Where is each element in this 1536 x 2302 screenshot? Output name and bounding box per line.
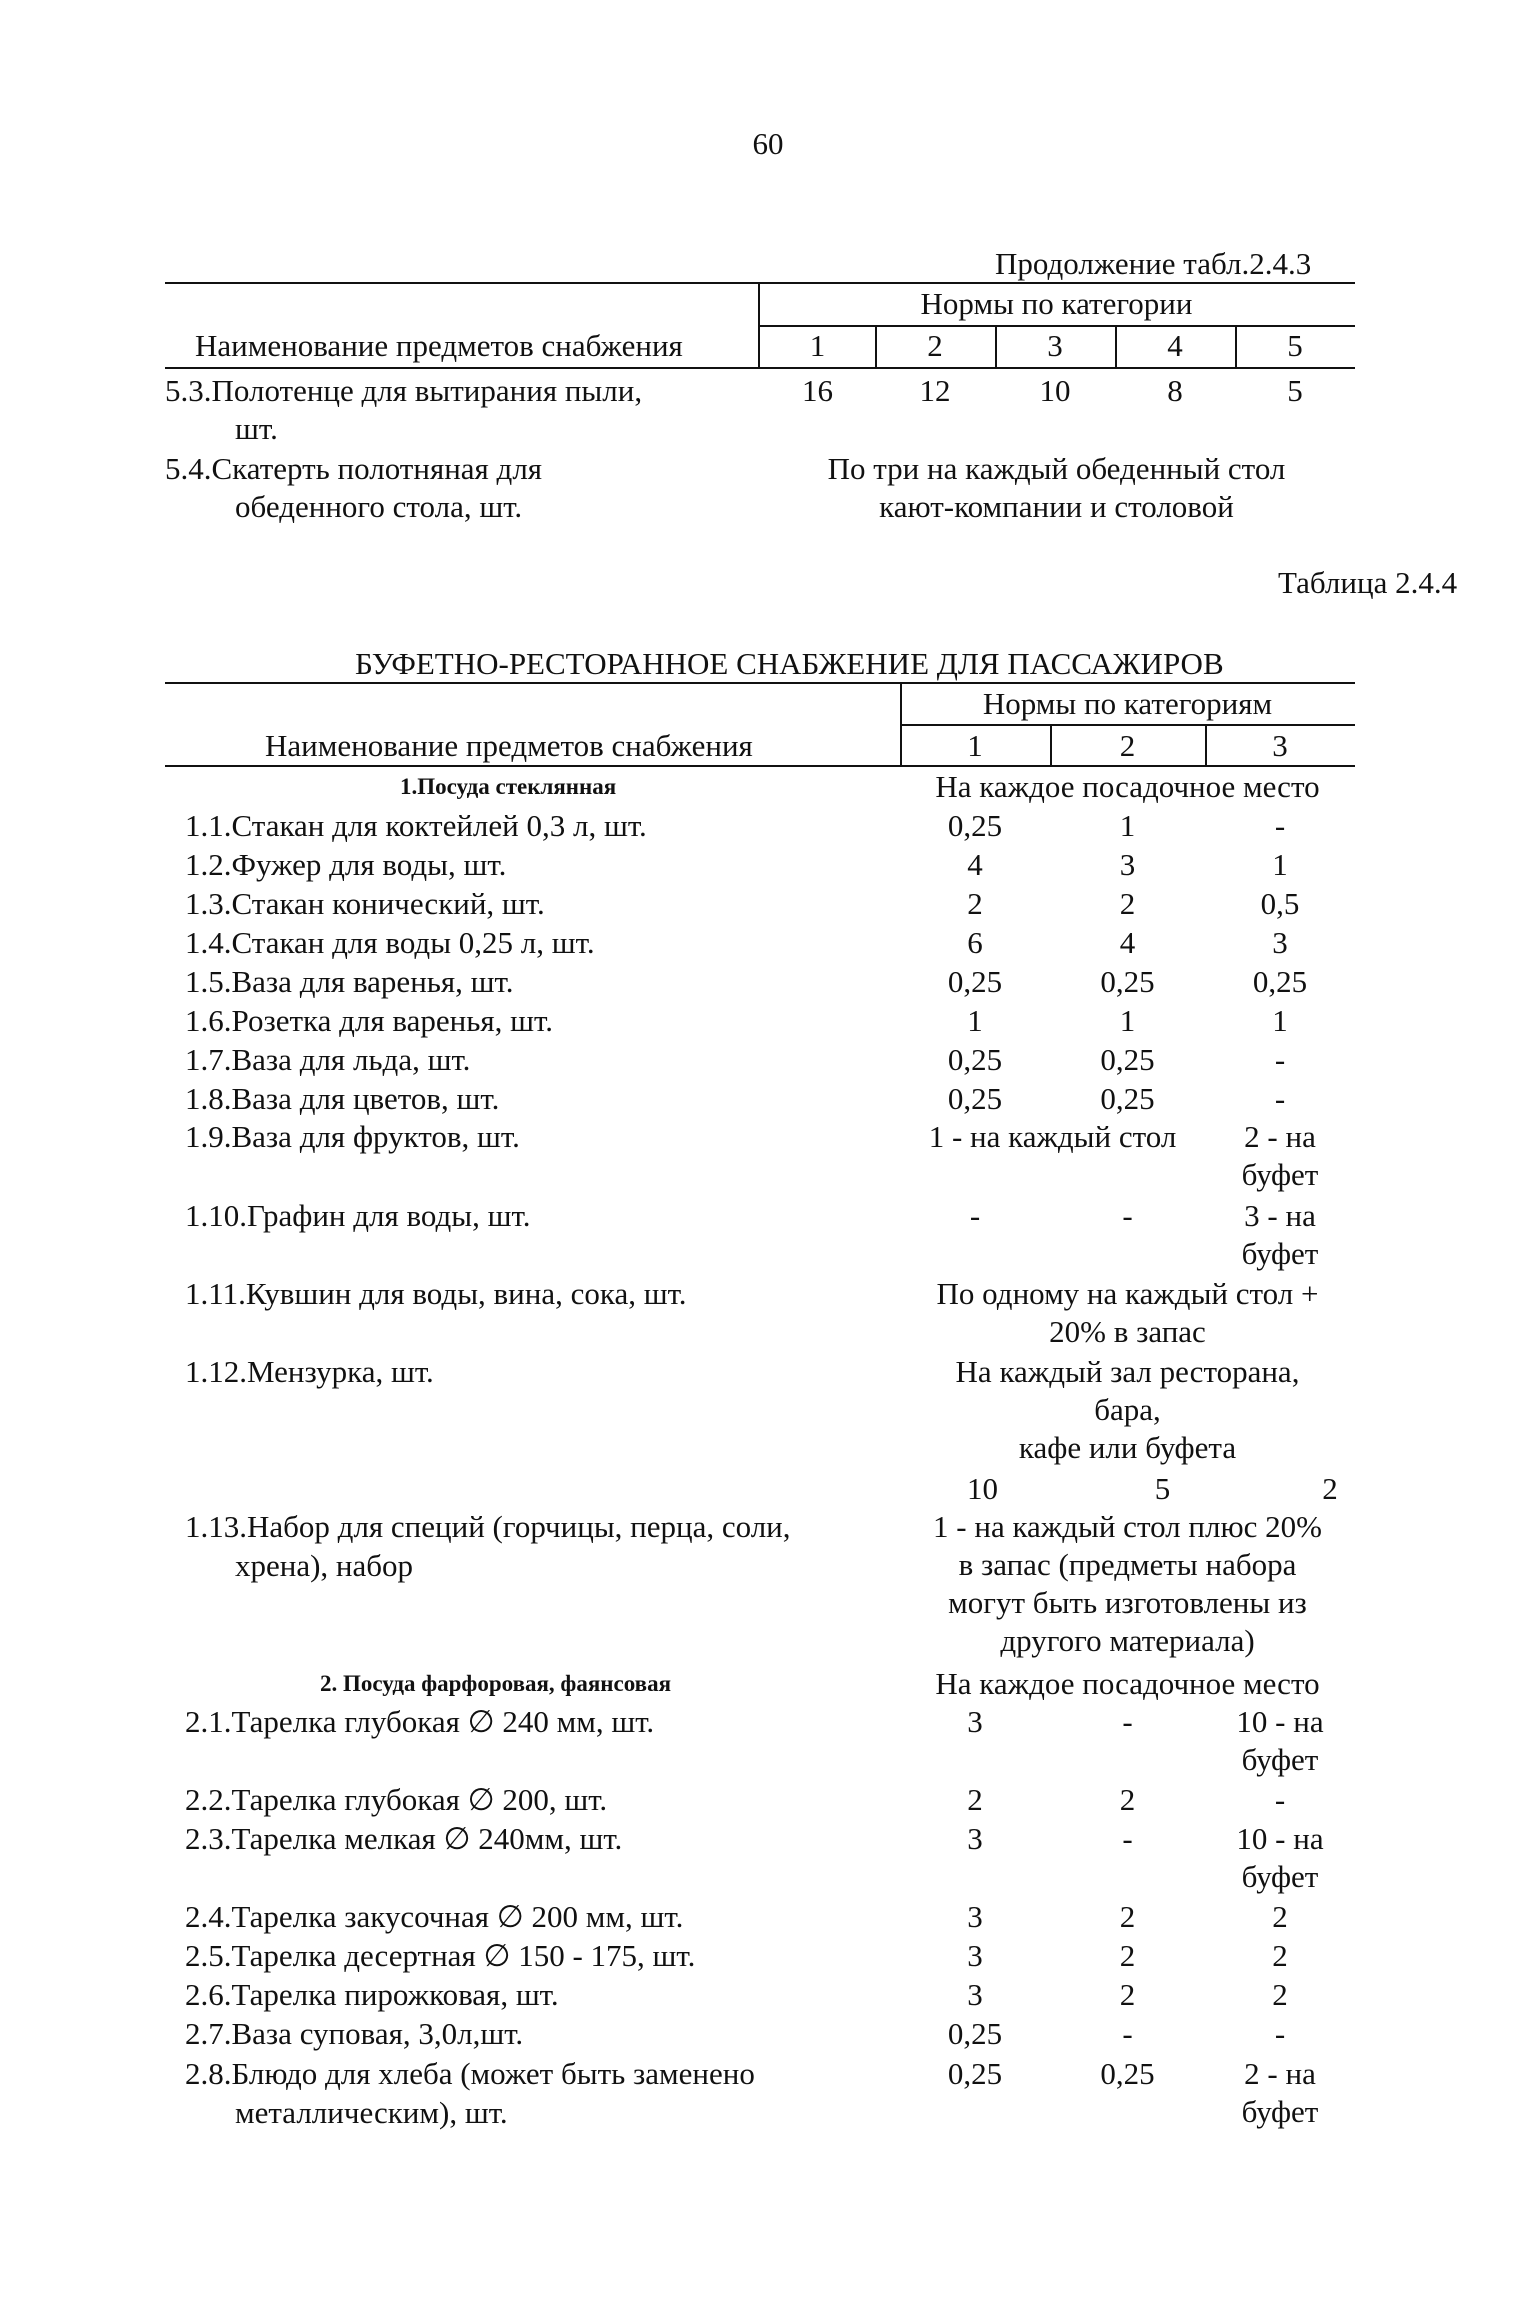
value-cat3: 10 (1039, 373, 1071, 408)
row-name-cont: хрена), набор (235, 1548, 414, 1583)
value-cat1: 10 (967, 1471, 998, 1506)
value-cat3: 2 (1272, 1899, 1288, 1934)
value-cat1: 2 (967, 1782, 983, 1817)
span-line: По одному на каждый стол + (936, 1276, 1319, 1311)
row-name: 1.5.Ваза для варенья, шт. (185, 964, 514, 999)
value-cat1: 0,25 (947, 1081, 1003, 1116)
row-name: 1.12.Мензурка, шт. (185, 1354, 434, 1389)
table1-cat-3: 3 (1047, 328, 1063, 363)
value-cat3 (1205, 1703, 1355, 1779)
value-cat3 (1205, 1118, 1355, 1194)
span-line: По три на каждый обеденный стол (827, 451, 1286, 486)
value-cat3: 0,25 (1252, 964, 1308, 999)
value-cat1: 2 (967, 886, 983, 921)
span-line: кают-компании и столовой (879, 489, 1234, 524)
row-name: 1.7.Ваза для льда, шт. (185, 1042, 471, 1077)
table1-top-rule (165, 282, 1355, 284)
row-name: 1.6.Розетка для варенья, шт. (185, 1003, 553, 1038)
row-name: 1.11.Кувшин для воды, вина, сока, шт. (185, 1276, 687, 1311)
value-cat3: - (1274, 1042, 1286, 1077)
table1-cat-5: 5 (1287, 328, 1303, 363)
span-line: бара, (1094, 1392, 1161, 1427)
row-name: 2.1.Тарелка глубокая ∅ 240 мм, шт. (185, 1704, 655, 1739)
value-cat3: - (1274, 808, 1286, 843)
table1-header-bottom-rule (165, 367, 1355, 369)
table2-header-norms: Нормы по категориям (982, 686, 1273, 721)
span-line: могут быть изготовлены из (948, 1585, 1307, 1620)
page-number: 60 (752, 126, 784, 161)
table2-title: БУФЕТНО-РЕСТОРАННОЕ СНАБЖЕНИЕ ДЛЯ ПАССАЖИРОВ (355, 646, 1224, 681)
row-name-cont: шт. (235, 411, 278, 446)
value-cat3: - (1274, 1081, 1286, 1116)
value-cat3 (1205, 1197, 1355, 1273)
value-cat2: 0,25 (1100, 1081, 1155, 1116)
value-cat2: 0,25 (1100, 1042, 1155, 1077)
row-name: 1.3.Стакан конический, шт. (185, 886, 545, 921)
row-name-cont: обеденного стола, шт. (235, 489, 523, 524)
table2-header-name: Наименование предметов снабжения (265, 728, 753, 763)
table2-norms-rule (900, 724, 1355, 726)
value-cat3: 3 (1272, 925, 1288, 960)
row-name: 1.10.Графин для воды, шт. (185, 1198, 531, 1233)
table1-cat-4: 4 (1167, 328, 1183, 363)
value-cat1: 3 (967, 1899, 983, 1934)
value-cat2: 2 (1119, 886, 1136, 921)
row-name: 1.1.Стакан для коктейлей 0,3 л, шт. (185, 808, 647, 843)
value-cat2: 0,25 (1100, 964, 1155, 999)
value-line: буфет (1241, 1742, 1319, 1777)
table2-header-bottom-rule (165, 765, 1355, 767)
table2-cat-3: 3 (1272, 728, 1288, 763)
table2-caption: Таблица 2.4.4 (1278, 565, 1458, 600)
value-cat1: 3 (967, 1821, 983, 1856)
value-cat3 (1205, 2055, 1355, 2131)
table2-cat-1: 1 (967, 728, 983, 763)
table1-caption: Продолжение табл.2.4.3 (995, 246, 1312, 281)
span-line: 1 - на каждый стол плюс 20% (933, 1509, 1322, 1544)
value-cat2: 2 (1119, 1782, 1136, 1817)
value-cat1: 0,25 (947, 2056, 1003, 2091)
value-cat2: 5 (1154, 1471, 1171, 1506)
row-name: 1.2.Фужер для воды, шт. (185, 847, 507, 882)
span-line: На каждый зал ресторана, (955, 1354, 1300, 1389)
value-cat2: - (1122, 2016, 1133, 2051)
value-cat2: 3 (1119, 847, 1136, 882)
row-name: 2.4.Тарелка закусочная ∅ 200 мм, шт. (185, 1899, 684, 1934)
value-line: 3 - на (1244, 1198, 1316, 1233)
value-line: буфет (1241, 1859, 1319, 1894)
value-cat3: - (1274, 1782, 1286, 1817)
section2-note: На каждое посадочное место (935, 1666, 1320, 1701)
value-cat2: 2 (1119, 1899, 1136, 1934)
value-cat3: 1 (1272, 847, 1288, 882)
value-line: буфет (1241, 1236, 1319, 1271)
value-line: 2 - на (1244, 1119, 1316, 1154)
value-cat1: 0,25 (947, 964, 1003, 999)
row-name-cont: металлическим), шт. (235, 2095, 508, 2130)
row-name: 1.13.Набор для специй (горчицы, перца, соли, (185, 1509, 791, 1544)
value-cat1: 4 (967, 847, 983, 882)
value-cat1: 3 (967, 1938, 983, 1973)
row-name: 5.4.Скатерть полотняная для (165, 451, 543, 486)
row-name: 1.9.Ваза для фруктов, шт. (185, 1119, 520, 1154)
row-name: 5.3.Полотенце для вытирания пыли, (165, 373, 643, 408)
value-cat2: - (1122, 1198, 1133, 1233)
value-line: буфет (1241, 1157, 1319, 1192)
value-cat3: 2 (1272, 1977, 1288, 2012)
value-cat2: 12 (919, 373, 951, 408)
value-cat2: 2 (1119, 1977, 1136, 2012)
span-line: в запас (предметы набора (958, 1547, 1297, 1582)
value-cat2: 2 (1119, 1938, 1136, 1973)
row-name: 1.8.Ваза для цветов, шт. (185, 1081, 500, 1116)
value-cat2: 1 (1119, 1003, 1136, 1038)
row-name: 1.4.Стакан для воды 0,25 л, шт. (185, 925, 595, 960)
row-name: 2.7.Ваза суповая, 3,0л,шт. (185, 2016, 524, 2051)
row-name: 2.3.Тарелка мелкая ∅ 240мм, шт. (185, 1821, 623, 1856)
value-cat3: 2 (1322, 1471, 1338, 1506)
value-cat1: 0,25 (947, 2016, 1003, 2051)
value-cat1: 0,25 (947, 1042, 1003, 1077)
table1-cat-1: 1 (809, 328, 826, 363)
span-note (758, 450, 1355, 526)
span-note (900, 1353, 1355, 1467)
value-cat1: 3 (967, 1704, 983, 1739)
span-note (900, 1508, 1355, 1660)
table1-header-name: Наименование предметов снабжения (195, 328, 683, 363)
span-note (900, 1275, 1355, 1351)
value-line: 2 - на (1244, 2056, 1316, 2091)
value-cat1: 0,25 (947, 808, 1003, 843)
value-cat3: 2 (1272, 1938, 1288, 1973)
row-name: 2.6.Тарелка пирожковая, шт. (185, 1977, 559, 2012)
span-cat1-2: 1 - на каждый стол (928, 1119, 1177, 1154)
table1-header-norms: Нормы по категории (920, 286, 1193, 321)
table2-top-rule (165, 682, 1355, 684)
value-cat1: 3 (967, 1977, 983, 2012)
value-line: 10 - на (1236, 1821, 1324, 1856)
value-cat1: 16 (802, 373, 833, 408)
row-name: 2.2.Тарелка глубокая ∅ 200, шт. (185, 1782, 608, 1817)
section1-title: 1.Посуда стеклянная (400, 774, 617, 799)
value-cat2: - (1122, 1704, 1133, 1739)
row-name: 2.5.Тарелка десертная ∅ 150 - 175, шт. (185, 1938, 696, 1973)
value-cat4: 8 (1167, 373, 1183, 408)
value-cat3: - (1274, 2016, 1286, 2051)
span-line: кафе или буфета (1018, 1430, 1237, 1465)
section2-title: 2. Посуда фарфоровая, фаянсовая (320, 1671, 672, 1696)
value-cat1: 6 (967, 925, 983, 960)
row-name: 2.8.Блюдо для хлеба (может быть заменено (185, 2056, 755, 2091)
value-cat3 (1205, 1820, 1355, 1896)
value-cat2: - (1122, 1821, 1133, 1856)
section1-note: На каждое посадочное место (935, 769, 1320, 804)
value-cat3: 0,5 (1260, 886, 1300, 921)
value-cat5: 5 (1287, 373, 1303, 408)
value-line: 10 - на (1236, 1704, 1324, 1739)
span-line: другого материала) (1000, 1623, 1255, 1658)
value-line: буфет (1241, 2094, 1319, 2129)
value-cat1: - (969, 1198, 981, 1233)
value-cat2: 4 (1119, 925, 1136, 960)
value-cat2: 1 (1119, 808, 1136, 843)
table1-cat-2: 2 (927, 328, 943, 363)
value-cat2: 0,25 (1100, 2056, 1155, 2091)
value-cat1: 1 (967, 1003, 983, 1038)
value-cat3: 1 (1272, 1003, 1288, 1038)
span-line: 20% в запас (1049, 1314, 1206, 1349)
table2-cat-2: 2 (1119, 728, 1136, 763)
